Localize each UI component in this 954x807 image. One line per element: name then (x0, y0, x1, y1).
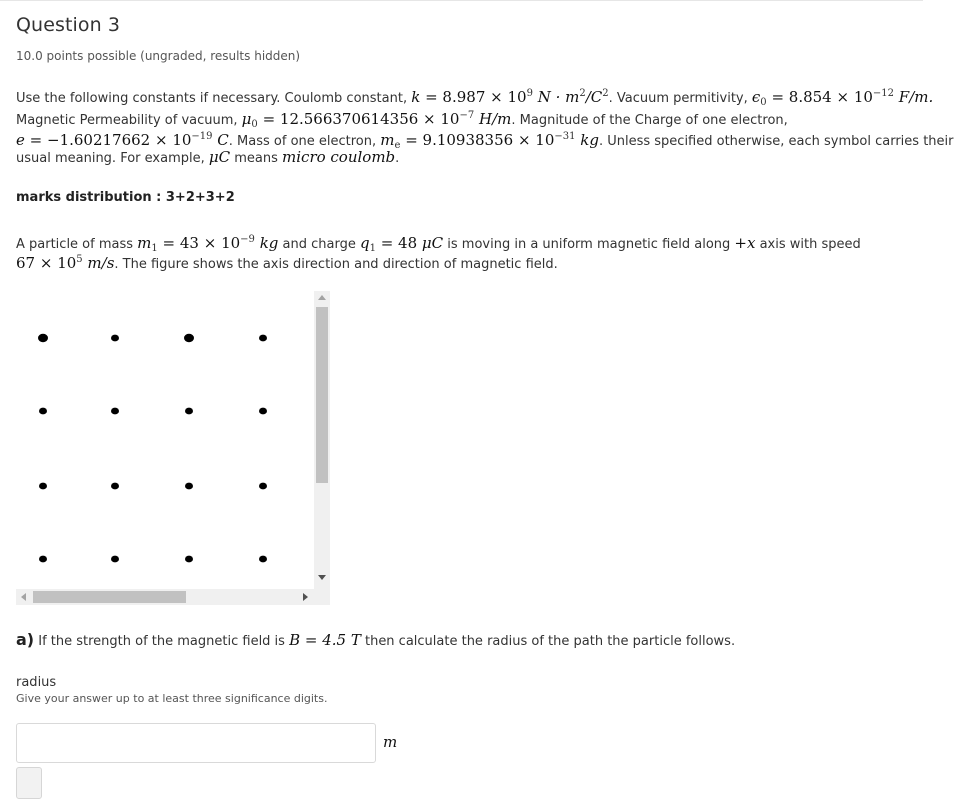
scroll-down-arrow-icon[interactable] (318, 575, 326, 580)
scroll-corner (314, 589, 330, 605)
question-title: Question 3 (16, 14, 121, 36)
submit-button[interactable] (16, 767, 42, 799)
vertical-scroll-thumb[interactable] (316, 307, 328, 483)
field-dot (111, 335, 119, 342)
constants-line-2: Magnetic Permeability of vacuum, $\mu_0 = 12.566370614356 \times 10^{-7}$ H/m. Magnitude of the Charge of one electron, (16, 110, 788, 130)
horizontal-scrollbar[interactable] (16, 589, 314, 605)
field-dot (259, 483, 267, 490)
problem-line-2: $67 \times 10^5$ m/s. The figure shows the axis direction and direction of magnetic field. (16, 254, 558, 272)
constants-line-3: $e = -1.60217662 \times 10^{-19}$ C. Mass of one electron, $m_e = 9.10938356 \times 10^{-31}$ kg. Unless specified otherwise, each symbol carries their (16, 131, 954, 151)
radius-answer-input[interactable] (16, 723, 376, 763)
field-dot (259, 556, 267, 563)
field-dots-svg (16, 291, 314, 589)
field-dot (39, 408, 47, 415)
marks-distribution: marks distribution : 3+2+3+2 (16, 190, 235, 205)
constants-line-4: usual meaning. For example, μC means micro coulomb. (16, 148, 400, 166)
radius-unit: m (383, 733, 398, 751)
field-dot (184, 334, 194, 343)
horizontal-scroll-thumb[interactable] (33, 591, 186, 603)
magnetic-field-figure[interactable] (16, 291, 330, 604)
radius-label: radius (16, 675, 57, 690)
field-dot (185, 483, 193, 490)
part-a-question: a) If the strength of the magnetic field is B = 4.5 T then calculate the radius of the path the particle follows. (16, 630, 736, 649)
vertical-scrollbar[interactable] (314, 291, 330, 589)
figure-viewport (16, 291, 314, 589)
field-dot (39, 483, 47, 490)
problem-line-1: A particle of mass $m_1 = 43 \times 10^{-9}$ kg and charge $q_1 = 48$ μC is moving in a uniform magnetic field along +x axis with speed (16, 234, 861, 254)
points-info: 10.0 points possible (ungraded, results hidden) (16, 49, 301, 63)
scroll-up-arrow-icon[interactable] (318, 295, 326, 300)
field-dot (259, 335, 267, 342)
constants-line-1: Use the following constants if necessary. Coulomb constant, $k = 8.987 \times 10^9$ $N \cdot m^2/C^2$. Vacuum permitivity, $\epsilon_0 = 8.854 \times 10^{-12}$ F/m. (16, 88, 934, 108)
field-dot (38, 334, 48, 343)
field-dot (185, 408, 193, 415)
field-dot (259, 408, 267, 415)
field-dot (111, 483, 119, 490)
field-dot (185, 556, 193, 563)
field-dot (111, 556, 119, 563)
top-divider (0, 0, 923, 1)
field-dot (39, 556, 47, 563)
scroll-left-arrow-icon[interactable] (21, 593, 26, 601)
field-dot (111, 408, 119, 415)
answer-hint: Give your answer up to at least three significance digits. (16, 692, 328, 705)
scroll-right-arrow-icon[interactable] (303, 593, 308, 601)
